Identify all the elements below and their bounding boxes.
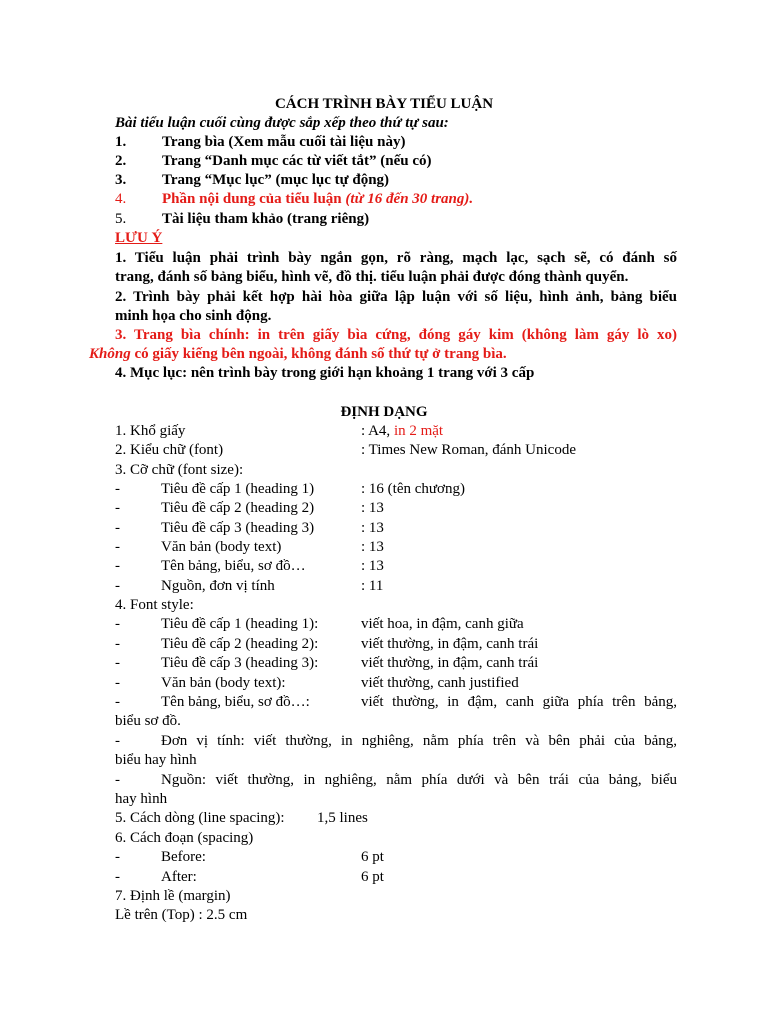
font-label: 2. Kiểu chữ (font) [115, 442, 224, 458]
style-row-value: viết thường, canh justified [361, 675, 519, 691]
size-row-value: : 16 (tên chương) [361, 481, 465, 497]
size-label: 3. Cỡ chữ (font size): [115, 462, 244, 478]
source-continuation: hay hình [115, 791, 168, 807]
duplex-note: in 2 mặt [393, 423, 444, 439]
order-num: 4. [115, 191, 127, 207]
note-heading: LƯU Ý [115, 230, 163, 246]
order-item-4 [115, 190, 474, 209]
list-item: - [115, 500, 120, 516]
style-row-label: Tiêu đề cấp 3 (heading 3): [161, 655, 319, 671]
list-item: - [115, 733, 120, 749]
order-text: Trang “Mục lục” (mục lục tự động) [162, 172, 390, 188]
order-item-5 [115, 210, 370, 229]
style-label: 4. Font style: [115, 597, 194, 613]
size-row-value: : 13 [361, 539, 384, 555]
list-item: - [115, 675, 120, 691]
size-row-label: Tên bảng, biểu, sơ đồ… [161, 558, 306, 574]
line-spacing-value: 1,5 lines [317, 810, 368, 826]
order-num: 2. [115, 153, 127, 169]
before-label: Before: [161, 849, 206, 865]
list-item: - [115, 481, 120, 497]
format-heading: ĐỊNH DẠNG [340, 404, 428, 420]
list-item: - [115, 558, 120, 574]
order-text: Trang bìa (Xem mẫu cuối tài liệu này) [162, 134, 406, 150]
size-row-label: Văn bản (body text) [161, 539, 282, 555]
size-row-value: : 13 [361, 500, 384, 516]
list-item: - [115, 578, 120, 594]
size-row-value: : 13 [361, 558, 384, 574]
list-item: - [115, 520, 120, 536]
list-item: - [115, 772, 120, 788]
style-row-value: viết thường, in đậm, canh trái [361, 636, 539, 652]
paper-label: 1. Khổ giấy [115, 423, 186, 439]
size-row-label: Tiêu đề cấp 2 (heading 2) [161, 500, 315, 516]
style-row-value: viết hoa, in đậm, canh giữa [361, 616, 524, 632]
list-item: - [115, 655, 120, 671]
order-text: Phần nội dung của tiểu luận (từ 16 đến 30 trang). [162, 191, 474, 207]
size-row-label: Tiêu đề cấp 1 (heading 1) [161, 481, 315, 497]
order-num: 5. [115, 211, 127, 227]
style-row-label: Tiêu đề cấp 1 (heading 1): [161, 616, 319, 632]
note-2-line-2: minh họa cho sinh động. [115, 308, 272, 324]
page-range-note: (từ 16 đến 30 trang). [345, 191, 474, 207]
order-text: Tài liệu tham khảo (trang riêng) [162, 211, 370, 227]
list-item: - [115, 539, 120, 555]
size-row-value: : 13 [361, 520, 384, 536]
list-item: - [115, 694, 120, 710]
page-title: CÁCH TRÌNH BÀY TIỂU LUẬN [274, 96, 494, 112]
order-num: 3. [115, 172, 127, 188]
style-row-label: Văn bản (body text): [161, 675, 286, 691]
after-label: After: [161, 869, 197, 885]
note-1-line-1: 1. Tiểu luận phải trình bày ngắn gọn, rõ ràng, mạch lạc, sạch sẽ, có đánh số [115, 250, 677, 266]
margin-label: 7. Định lề (margin) [115, 888, 231, 904]
size-row-value: : 11 [361, 578, 384, 594]
paper-value: : A4, in 2 mặt [361, 423, 444, 439]
note-1-line-2: trang, đánh số bảng biểu, hình vẽ, đồ thị. tiểu luận phải được đóng thành quyển. [115, 269, 629, 285]
source-line: Nguồn: viết thường, in nghiêng, nằm phía dưới và bên trái của bảng, biểu [161, 772, 677, 788]
font-value: : Times New Roman, đánh Unicode [361, 442, 576, 458]
caption-continuation: biểu sơ đồ. [115, 713, 181, 729]
after-value: 6 pt [361, 869, 384, 885]
order-text: Trang “Danh mục các từ viết tắt” (nếu có) [162, 153, 432, 169]
paragraph-spacing-label: 6. Cách đoạn (spacing) [115, 830, 254, 846]
unit-line: Đơn vị tính: viết thường, in nghiêng, nằm phía trên và bên phải của bảng, [161, 733, 677, 749]
note-3-line-1: 3. Trang bìa chính: in trên giấy bìa cứng, đóng gáy kim (không làm gáy lò xo) [115, 327, 677, 343]
intro-text: Bài tiểu luận cuối cùng được sắp xếp theo thứ tự sau: [115, 115, 449, 131]
note-4: 4. Mục lục: nên trình bày trong giới hạn khoảng 1 trang với 3 cấp [115, 365, 535, 381]
list-item: - [115, 869, 120, 885]
caption-label: Tên bảng, biểu, sơ đồ…: [161, 694, 310, 710]
order-num: 1. [115, 134, 127, 150]
size-row-label: Tiêu đề cấp 3 (heading 3) [161, 520, 315, 536]
list-item: - [115, 616, 120, 632]
size-row-label: Nguồn, đơn vị tính [161, 578, 275, 594]
order-item-3 [115, 171, 390, 190]
note-3-emphasis: Không [89, 346, 131, 362]
top-margin-line: Lề trên (Top) : 2.5 cm [115, 907, 248, 923]
list-item: - [115, 849, 120, 865]
note-2-line-1: 2. Trình bày phải kết hợp hài hòa giữa lập luận với số liệu, hình ảnh, bảng biểu [115, 289, 677, 305]
list-item: - [115, 636, 120, 652]
caption-value: viết thường, in đậm, canh giữa phía trên bảng, [361, 694, 677, 710]
style-row-label: Tiêu đề cấp 2 (heading 2): [161, 636, 319, 652]
order-item-1 [115, 133, 406, 152]
style-row-value: viết thường, in đậm, canh trái [361, 655, 539, 671]
note-3-line-2: Không có giấy kiếng bên ngoài, không đánh số thứ tự ở trang bìa. [89, 346, 507, 362]
unit-continuation: biểu hay hình [115, 752, 197, 768]
line-spacing-label: 5. Cách dòng (line spacing): [115, 810, 285, 826]
order-item-2 [115, 152, 432, 171]
before-value: 6 pt [361, 849, 384, 865]
